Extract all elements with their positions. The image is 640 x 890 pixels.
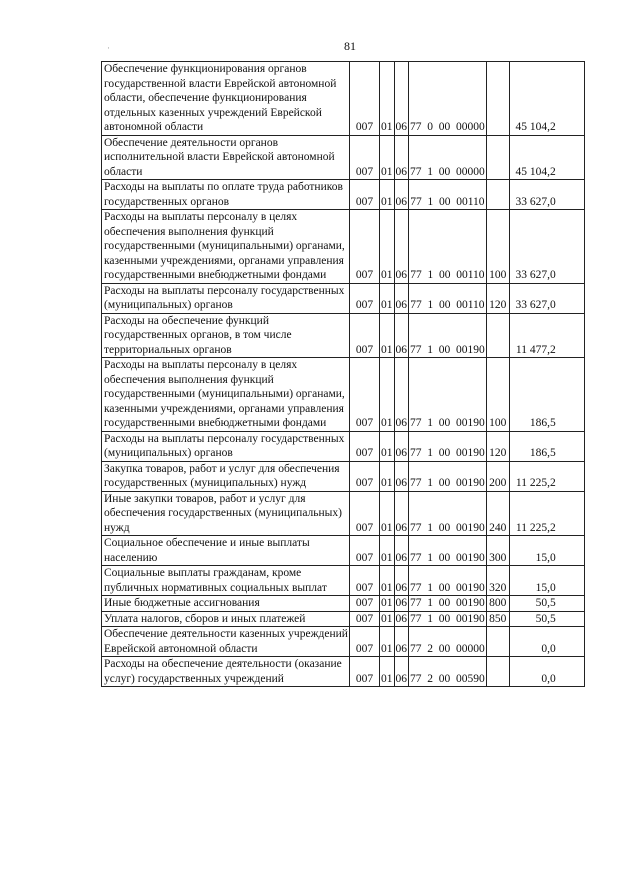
expense-type-code: 850 <box>486 611 509 627</box>
ministry-code: 007 <box>350 180 380 210</box>
ministry-code: 007 <box>350 657 380 687</box>
page-number: 81 <box>344 39 356 53</box>
target-code-part: 00000 <box>456 165 485 178</box>
target-code-part: 77 <box>410 612 422 625</box>
ministry-code: 007 <box>350 135 380 180</box>
target-code-part: 00190 <box>456 551 485 564</box>
target-article-code <box>409 283 487 313</box>
target-article-code <box>409 627 487 657</box>
subsection-code: 06 <box>394 461 409 491</box>
target-article-code <box>409 431 487 461</box>
target-code-part: 00 <box>438 343 451 356</box>
target-code-part: 1 <box>427 597 433 609</box>
target-code-part: 00 <box>438 551 451 564</box>
target-code-part: 77 <box>410 551 422 564</box>
section-code: 01 <box>381 597 393 609</box>
target-code-part: 00 <box>438 195 451 208</box>
expense-type-code: 320 <box>486 566 509 596</box>
target-code-part: 77 <box>410 581 422 594</box>
target-code-part: 77 <box>410 121 422 133</box>
target-code-part: 1 <box>427 417 433 429</box>
section-code: 01 <box>380 210 395 284</box>
expense-name: Иные закупки товаров, работ и услуг для обеспечения государственных (муниципальных) нужд <box>102 491 350 536</box>
table-row <box>102 62 585 136</box>
ministry-code: 007 <box>350 627 380 657</box>
subsection-code: 06 <box>394 627 409 657</box>
ministry-code: 007 <box>350 313 380 358</box>
target-article-code <box>409 135 487 180</box>
expense-name: Уплата налогов, сборов и иных платежей <box>102 611 350 627</box>
expense-name: Расходы на выплаты персоналу государственных (муниципальных) органов <box>102 283 350 313</box>
subsection-code: 06 <box>395 597 407 609</box>
expense-name: Расходы на обеспечение функций государственных органов, в том числе территориальных органов <box>102 313 350 358</box>
amount: 0,0 <box>509 627 584 657</box>
amount: 45 104,2 <box>509 135 584 180</box>
section-code: 01 <box>380 135 395 180</box>
ministry-code: 007 <box>350 358 380 432</box>
section-code: 01 <box>380 566 395 596</box>
expense-name: Расходы на обеспечение деятельности (оказание услуг) государственных учреждений <box>102 657 350 687</box>
target-code-part: 00 <box>438 269 451 281</box>
expense-type-code: 300 <box>486 536 509 566</box>
subsection-code: 06 <box>394 431 409 461</box>
expense-type-code <box>486 180 509 210</box>
target-code-part: 00 <box>438 121 451 133</box>
table-row <box>102 566 585 596</box>
expense-name: Расходы на выплаты персоналу государственных (муниципальных) органов <box>102 431 350 461</box>
section-code: 01 <box>380 491 395 536</box>
target-code-part: 77 <box>410 299 422 311</box>
table-row <box>102 283 585 313</box>
table-row <box>102 657 585 687</box>
table-row <box>102 611 585 627</box>
ministry-code: 007 <box>350 566 380 596</box>
target-code-part: 2 <box>427 672 433 685</box>
section-code: 01 <box>380 313 395 358</box>
subsection-code: 06 <box>394 491 409 536</box>
subsection-code: 06 <box>394 313 409 358</box>
target-code-part: 77 <box>410 165 422 178</box>
section-code: 01 <box>380 358 395 432</box>
expense-name: Социальное обеспечение и иные выплаты населению <box>102 536 350 566</box>
target-code-part: 00000 <box>456 642 485 655</box>
expense-type-code: 100 <box>486 210 509 284</box>
amount: 33 627,0 <box>509 180 584 210</box>
amount: 50,5 <box>509 611 584 627</box>
ministry-code: 007 <box>350 491 380 536</box>
subsection-code: 06 <box>394 657 409 687</box>
ministry-code: 007 <box>350 611 380 627</box>
expense-name: Расходы на выплаты по оплате труда работников государственных органов <box>102 180 350 210</box>
target-code-part: 00000 <box>456 121 485 133</box>
amount: 0,0 <box>509 657 584 687</box>
target-code-part: 77 <box>410 642 422 655</box>
table-row <box>102 358 585 432</box>
target-code-part: 00190 <box>456 417 485 429</box>
ministry-code: 007 <box>350 536 380 566</box>
table-row <box>102 596 585 612</box>
expense-type-code <box>486 62 509 136</box>
ministry-code: 007 <box>350 210 380 284</box>
target-article-code <box>409 596 487 612</box>
ministry-code: 007 <box>350 62 380 136</box>
target-code-part: 00190 <box>456 581 485 594</box>
section-code: 01 <box>380 180 395 210</box>
amount: 33 627,0 <box>509 210 584 284</box>
target-code-part: 00 <box>438 417 451 429</box>
table-row <box>102 135 585 180</box>
amount: 15,0 <box>509 536 584 566</box>
expense-type-code: 100 <box>486 358 509 432</box>
target-article-code <box>409 62 487 136</box>
target-code-part: 00 <box>438 165 451 178</box>
target-article-code <box>409 358 487 432</box>
section-code: 01 <box>380 627 395 657</box>
expense-name: Обеспечение функционирования органов государственной власти Еврейской автономной области, обеспечение функционирования отдельных казенных учреждений Еврейской автономной области <box>102 62 350 136</box>
table-row <box>102 431 585 461</box>
expense-type-code <box>486 135 509 180</box>
target-code-part: 00 <box>438 642 451 655</box>
table-row <box>102 210 585 284</box>
target-article-code <box>409 611 487 627</box>
target-code-part: 00190 <box>456 612 485 625</box>
amount: 11 225,2 <box>509 491 584 536</box>
amount: 186,5 <box>509 431 584 461</box>
target-article-code <box>409 210 487 284</box>
target-code-part: 00190 <box>456 447 485 459</box>
target-code-part: 77 <box>410 447 422 459</box>
amount: 45 104,2 <box>509 62 584 136</box>
amount: 11 477,2 <box>509 313 584 358</box>
target-code-part: 00 <box>438 612 451 625</box>
ministry-code: 007 <box>350 431 380 461</box>
target-code-part: 1 <box>427 612 433 625</box>
amount: 186,5 <box>509 358 584 432</box>
target-code-part: 77 <box>410 417 422 429</box>
target-code-part: 1 <box>427 195 434 208</box>
target-code-part: 1 <box>427 447 433 459</box>
expense-type-code: 120 <box>486 283 509 313</box>
target-code-part: 1 <box>427 343 433 356</box>
expense-type-code: 120 <box>486 431 509 461</box>
target-article-code <box>409 461 487 491</box>
target-code-part: 77 <box>410 597 422 609</box>
target-article-code <box>409 566 487 596</box>
section-code: 01 <box>380 62 395 136</box>
amount: 15,0 <box>509 566 584 596</box>
target-code-part: 77 <box>410 269 422 281</box>
subsection-code: 06 <box>394 210 409 284</box>
target-code-part: 77 <box>410 477 422 489</box>
target-code-part: 1 <box>427 581 433 594</box>
section-code: 01 <box>380 657 395 687</box>
subsection-code: 06 <box>394 358 409 432</box>
budget-table <box>101 61 585 687</box>
target-code-part: 00190 <box>456 597 485 609</box>
target-code-part: 00 <box>438 581 451 594</box>
table-row <box>102 491 585 536</box>
target-code-part: 77 <box>410 672 422 685</box>
subsection-code: 06 <box>394 135 409 180</box>
target-code-part: 00190 <box>456 343 485 356</box>
target-code-part: 00190 <box>456 477 485 489</box>
subsection-code: 06 <box>394 283 409 313</box>
target-code-part: 00110 <box>456 299 485 311</box>
expense-type-code <box>486 657 509 687</box>
amount: 11 225,2 <box>509 461 584 491</box>
target-code-part: 00 <box>438 672 451 685</box>
target-code-part: 00190 <box>456 521 485 534</box>
target-code-part: 1 <box>427 551 433 564</box>
target-code-part: 77 <box>410 195 422 208</box>
target-code-part: 1 <box>427 477 433 489</box>
target-code-part: 1 <box>427 165 433 178</box>
target-code-part: 1 <box>427 521 433 534</box>
expense-name: Социальные выплаты гражданам, кроме публичных нормативных социальных выплат <box>102 566 350 596</box>
section-code: 01 <box>380 461 395 491</box>
section-code: 01 <box>380 283 395 313</box>
expense-type-code: 200 <box>486 461 509 491</box>
target-article-code <box>409 657 487 687</box>
target-code-part: 77 <box>410 521 422 534</box>
table-row <box>102 313 585 358</box>
table-row <box>102 180 585 210</box>
expense-name: Расходы на выплаты персоналу в целях обеспечения выполнения функций государственными (муниципальными) органами, казенными учреждениями, органами управления государственными внебюджетными фондами <box>102 210 350 284</box>
expense-name: Иные бюджетные ассигнования <box>102 596 350 612</box>
table-row <box>102 627 585 657</box>
target-article-code <box>409 180 487 210</box>
section-code: 01 <box>381 612 393 625</box>
expense-name: Обеспечение деятельности казенных учреждений Еврейской автономной области <box>102 627 350 657</box>
target-code-part: 00110 <box>456 269 485 281</box>
ministry-code: 007 <box>350 461 380 491</box>
target-article-code <box>409 491 487 536</box>
expense-type-code: 240 <box>486 491 509 536</box>
expense-type-code <box>486 627 509 657</box>
target-article-code <box>409 313 487 358</box>
target-code-part: 00590 <box>456 672 485 685</box>
expense-type-code: 800 <box>486 596 509 612</box>
target-code-part: 1 <box>427 299 434 311</box>
target-code-part: 00 <box>438 447 451 459</box>
target-code-part: 00 <box>438 477 451 489</box>
subsection-code: 06 <box>394 62 409 136</box>
target-code-part: 00 <box>438 521 451 534</box>
subsection-code: 06 <box>394 180 409 210</box>
expense-name: Обеспечение деятельности органов исполнительной власти Еврейской автономной области <box>102 135 350 180</box>
expense-name: Расходы на выплаты персоналу в целях обеспечения выполнения функций государственными (муниципальными) органами, казенными учреждениями, органами управления государственными внебюджетными фондами <box>102 358 350 432</box>
subsection-code: 06 <box>394 536 409 566</box>
scan-speck: · <box>107 43 110 53</box>
amount: 50,5 <box>509 596 584 612</box>
target-code-part: 00110 <box>456 195 485 208</box>
expense-name: Закупка товаров, работ и услуг для обеспечения государственных (муниципальных) нужд <box>102 461 350 491</box>
target-code-part: 00 <box>438 299 451 311</box>
amount: 33 627,0 <box>509 283 584 313</box>
expense-type-code <box>486 313 509 358</box>
target-code-part: 1 <box>427 269 434 281</box>
target-code-part: 77 <box>410 343 422 356</box>
subsection-code: 06 <box>394 566 409 596</box>
target-code-part: 0 <box>427 121 433 133</box>
section-code: 01 <box>380 536 395 566</box>
ministry-code: 007 <box>350 283 380 313</box>
target-code-part: 2 <box>427 642 433 655</box>
section-code: 01 <box>380 431 395 461</box>
target-article-code <box>409 536 487 566</box>
table-row <box>102 536 585 566</box>
ministry-code: 007 <box>350 596 380 612</box>
target-code-part: 00 <box>438 597 451 609</box>
subsection-code: 06 <box>395 612 407 625</box>
table-row <box>102 461 585 491</box>
